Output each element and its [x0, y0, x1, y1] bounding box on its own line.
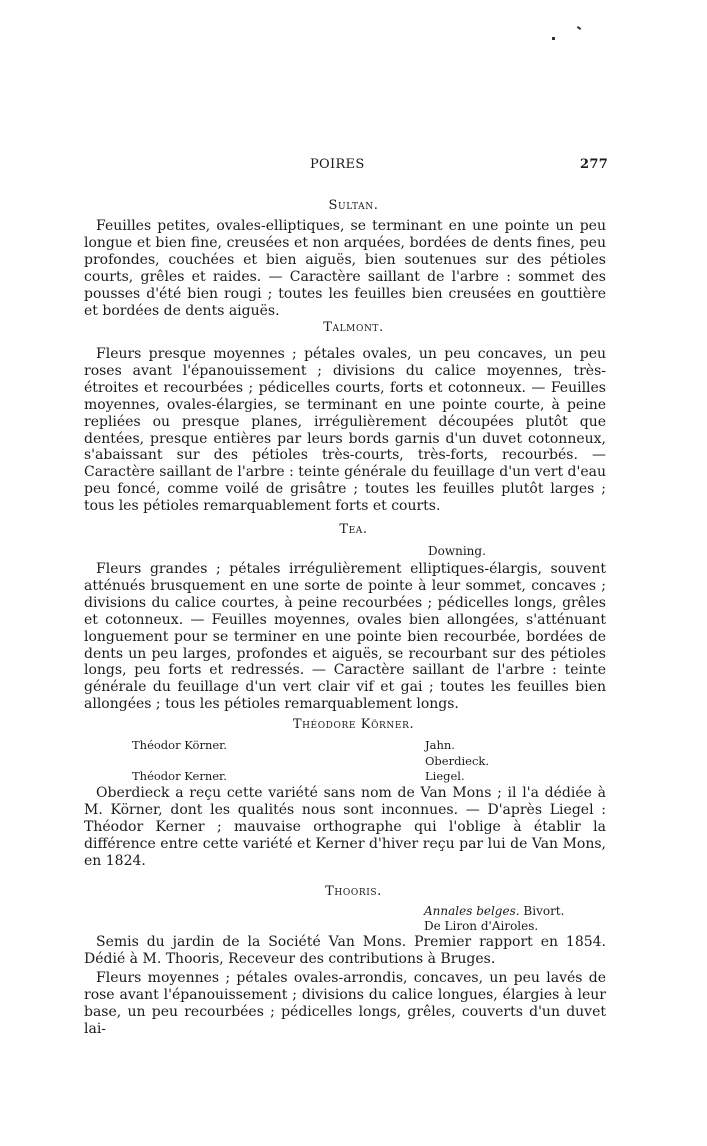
entry-heading-talmont: Talmont. — [323, 320, 384, 335]
entry-heading-sultan: Sultan. — [328, 198, 379, 213]
entry-heading-thooris: Thooris. — [325, 884, 382, 899]
synonym-name: Théodor Körner. — [132, 738, 228, 752]
attribution: De Liron d'Airoles. — [424, 919, 539, 933]
entry-body-talmont — [84, 346, 606, 515]
paragraph: Fleurs presque moyennes ; pétales ovales, un peu concaves, un peu roses avant l'épanouissement ; divisions du calice moyennes, très-étroites et recourbées ; pédicelles courts, forts et cotonneux. — Feuilles moyennes, ovales-élargies, se terminant en une pointe courte, à peine repliées ou presque planes, irrégulièrement découpées plutôt que dentées, presque entières par leurs bords garnis d'un duvet cotonneux, s'abaissant sur des pétioles très-courts, très-forts, recourbés. — Caractère saillant de l'arbre : teinte générale du feuillage d'un vert d'eau peu foncé, comme voilé de grisâtre ; toutes les feuilles plutôt larges ; tous les pétioles remarquablement forts et courts. — [84, 346, 606, 515]
synonym-source: Jahn. — [425, 738, 455, 752]
scan-speck — [552, 37, 555, 40]
paragraph: Semis du jardin de la Société Van Mons. Premier rapport en 1854. Dédié à M. Thooris, Receveur des contributions à Bruges. — [84, 934, 606, 967]
entry-body-sultan — [84, 218, 606, 319]
entry-heading-theodore-korner: Théodore Körner. — [292, 717, 415, 732]
page-number: 277 — [580, 157, 609, 172]
entry-body-thooris — [84, 934, 606, 1037]
synonym-name: Théodor Kerner. — [132, 769, 227, 783]
attribution-line — [424, 904, 564, 918]
entry-heading-tea: Tea. — [339, 522, 368, 537]
paragraph: Fleurs grandes ; pétales irrégulièrement elliptiques-élargis, souvent atténués brusquement en une sorte de pointe à leur sommet, concaves ; divisions du calice courtes, à peine recourbées ; pédicelles longs, grêles et cotonneux. — Feuilles moyennes, ovales bien allongées, s'atténuant longuement pour se terminer en une pointe bien recourbée, bordées de dents un peu larges, profondes et aiguës, se recourbant sur des pétioles longs, peu forts et redressés. — Caractère saillant de l'arbre : teinte générale du feuillage d'un vert clair vif et gai ; toutes les feuilles bien allongées ; tous les pétioles remarquablement longs. — [84, 561, 606, 713]
paragraph: Fleurs moyennes ; pétales ovales-arrondis, concaves, un peu lavés de rose avant l'épanouissement ; divisions du calice longues, élargies à leur base, un peu recourbées ; pédicelles longs, grêles, couverts d'un duvet lai- — [84, 969, 606, 1037]
entry-body-tea — [84, 561, 606, 713]
entry-body-theodore-korner — [84, 785, 606, 870]
scan-speck — [577, 26, 581, 30]
attribution: Bivort. — [523, 904, 565, 918]
synonym-source: Oberdieck. — [425, 754, 490, 768]
paragraph: Feuilles petites, ovales-elliptiques, se terminant en une pointe un peu longue et bien fine, creusées et non arquées, bordées de dents fines, peu profondes, couchées et bien aiguës, bien soutenues sur des pétioles courts, grêles et raides. — Caractère saillant de l'arbre : sommet des pousses d'été bien rougi ; toutes les feuilles bien creusées en gouttière et bordées de dents aiguës. — [84, 218, 606, 319]
header-title: POIRES — [310, 157, 365, 172]
synonym-source: Liegel. — [425, 769, 465, 783]
attribution: Downing. — [428, 544, 486, 558]
paragraph: Oberdieck a reçu cette variété sans nom de Van Mons ; il l'a dédiée à M. Körner, dont les qualités nous sont inconnues. — D'après Liegel : Théodor Kerner ; mauvaise orthographe qui l'oblige à établir la différence entre cette variété et Kerner d'hiver reçu par lui de Van Mons, en 1824. — [84, 785, 606, 869]
attribution-italic: Annales belges. — [424, 904, 520, 918]
